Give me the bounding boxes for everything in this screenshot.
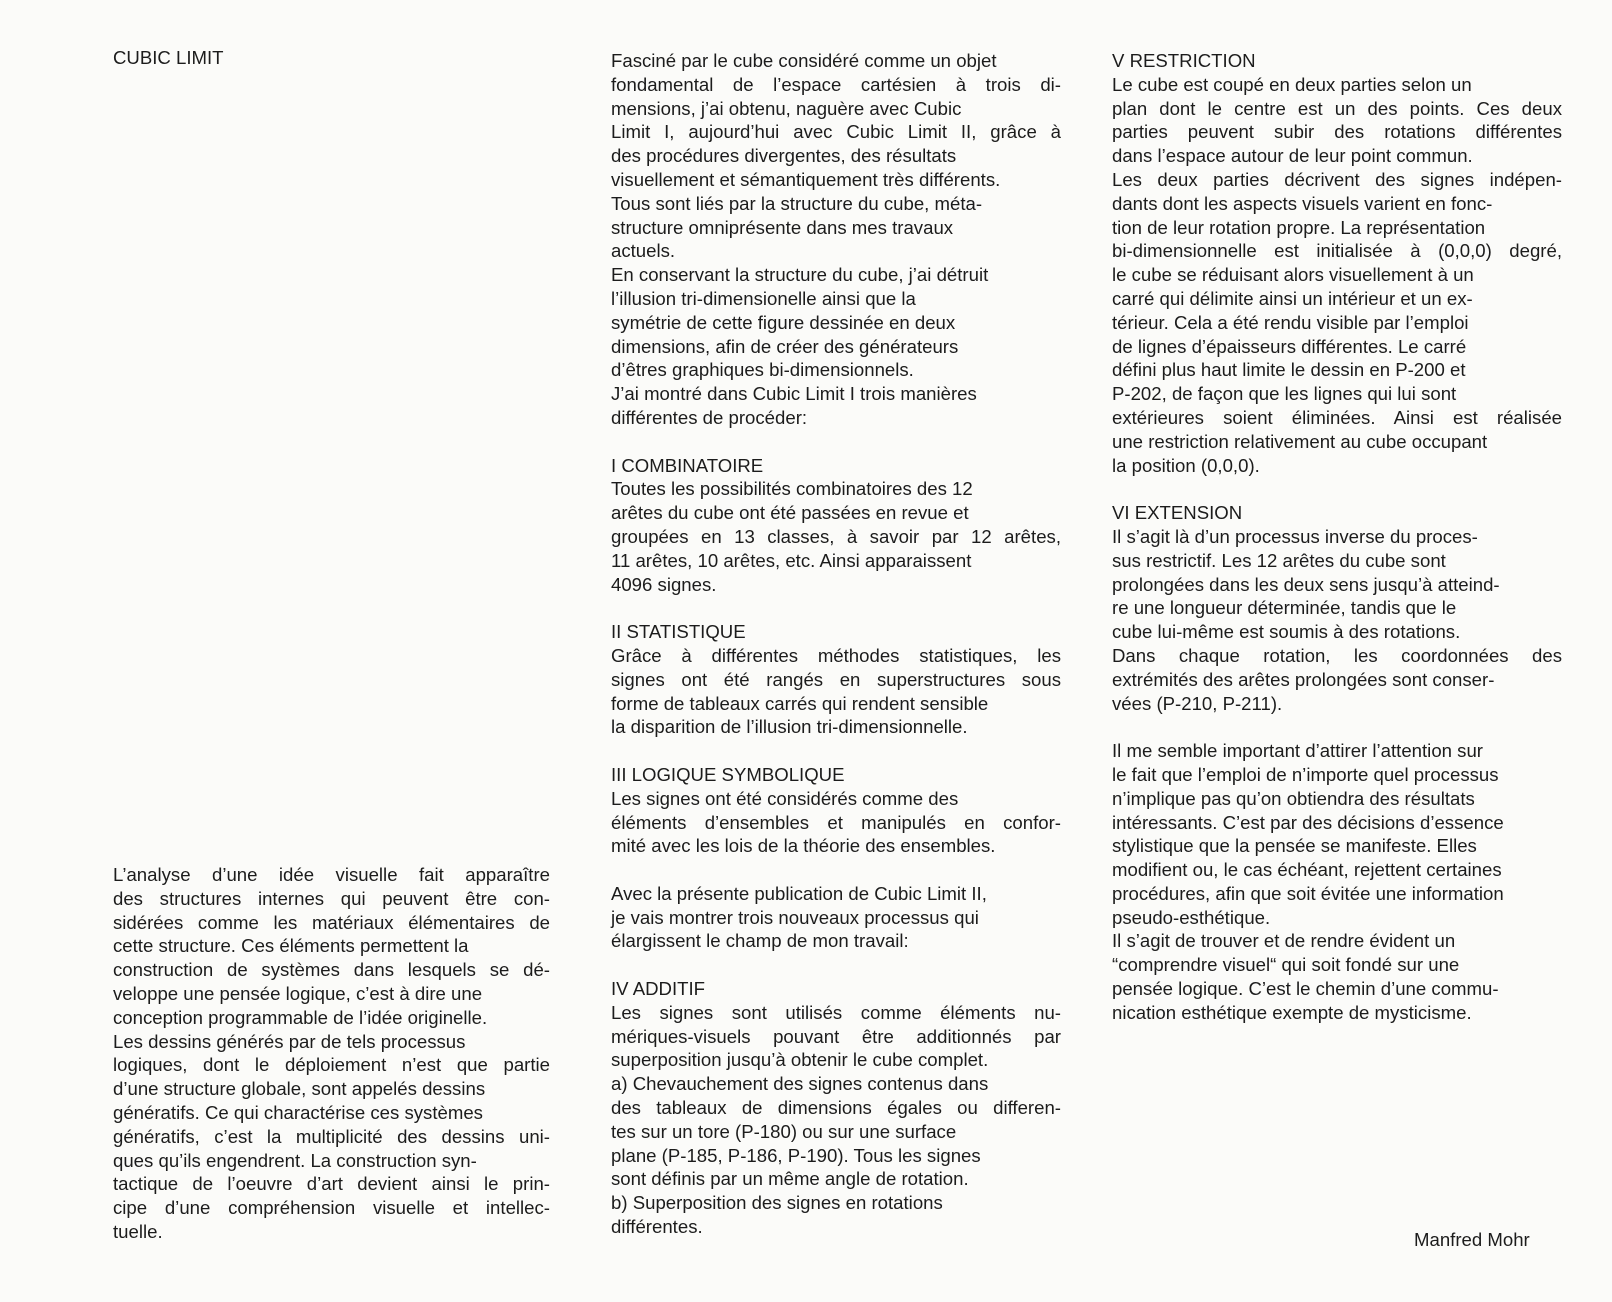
text-line: des procédures divergentes, des résultats bbox=[611, 145, 957, 167]
intro-paragraph bbox=[113, 863, 550, 1244]
text-line: tes sur un tore (P-180) ou sur une surface bbox=[611, 1120, 957, 1142]
section-heading: VI EXTENSION bbox=[1112, 502, 1243, 524]
document-title: CUBIC LIMIT bbox=[113, 47, 224, 68]
text-line: tion de leur rotation propre. La représentation bbox=[1112, 216, 1486, 238]
text-line: Les signes sont utilisés comme éléments nu- bbox=[611, 1001, 1061, 1023]
text-line: structure omniprésente dans mes travaux bbox=[611, 216, 954, 238]
text-line: modifient ou, le cas échéant, rejettent certaines bbox=[1112, 859, 1502, 881]
text-line: Grâce à différentes méthodes statistiques, les bbox=[611, 644, 1061, 666]
text-line: prolongées dans les deux sens jusqu’à atteind- bbox=[1112, 573, 1500, 595]
text-line: plan dont le centre est un des points. Ces deux bbox=[1112, 97, 1562, 119]
text-line: Les deux parties décrivent des signes indépen- bbox=[1112, 168, 1562, 190]
text-line: 4096 signes. bbox=[611, 573, 717, 595]
text-line: ques qu’ils engendrent. La construction syn- bbox=[113, 1149, 477, 1171]
text-line: éléments d’ensembles et manipulés en confor- bbox=[611, 811, 1061, 833]
text-line: conception programmable de l’idée originelle. bbox=[113, 1006, 488, 1028]
text-line: nication esthétique exempte de mysticisme. bbox=[1112, 1001, 1472, 1023]
text-line: différentes. bbox=[611, 1216, 703, 1238]
text-line: arêtes du cube ont été passées en revue et bbox=[611, 502, 969, 524]
text-line: tactique de l’oeuvre d’art devient ainsi le prin- bbox=[113, 1173, 550, 1195]
text-line: En conservant la structure du cube, j’ai détruit bbox=[611, 264, 989, 286]
text-line: l’illusion tri-dimensionelle ainsi que la bbox=[611, 287, 916, 309]
text-line: construction de systèmes dans lesquels se dé- bbox=[113, 959, 550, 981]
section-heading: V RESTRICTION bbox=[1112, 50, 1256, 71]
text-line: Dans chaque rotation, les coordonnées des bbox=[1112, 644, 1562, 666]
text-line: “comprendre visuel“ qui soit fondé sur une bbox=[1112, 954, 1460, 976]
text-line: groupées en 13 classes, à savoir par 12 arêtes, bbox=[611, 525, 1061, 547]
text-line: pensée logique. C’est le chemin d’une commu- bbox=[1112, 978, 1499, 1000]
text-line: extrémités des arêtes prolongées sont conser- bbox=[1112, 668, 1495, 690]
text-line: dimensions, afin de créer des générateurs bbox=[611, 335, 959, 357]
text-line: L’analyse d’une idée visuelle fait apparaître bbox=[113, 864, 550, 885]
text-line: térieur. Cela a été rendu visible par l’emploi bbox=[1112, 311, 1469, 333]
text-line: des tableaux de dimensions égales ou differen- bbox=[611, 1097, 1061, 1119]
text-line: forme de tableaux carrés qui rendent sensible bbox=[611, 692, 989, 714]
text-line: parties peuvent subir des rotations différentes bbox=[1112, 121, 1562, 143]
text-line: P-202, de façon que les lignes qui lui sont bbox=[1112, 383, 1457, 405]
text-line: sidérées comme les matériaux élémentaires de bbox=[113, 911, 550, 933]
opening-paragraph bbox=[611, 49, 1061, 430]
text-line: mériques-visuels pouvant être additionnés par bbox=[611, 1025, 1061, 1047]
text-line: de lignes d’épaisseurs différentes. Le carré bbox=[1112, 335, 1467, 357]
text-line: visuellement et sémantiquement très différents. bbox=[611, 168, 1001, 190]
text-line: Il me semble important d’attirer l’attention sur bbox=[1112, 740, 1483, 762]
section-heading: IV ADDITIF bbox=[611, 978, 706, 1000]
text-line: tuelle. bbox=[113, 1220, 163, 1242]
closing-paragraph bbox=[1112, 739, 1562, 1025]
text-line: le fait que l’emploi de n’importe quel processus bbox=[1112, 763, 1499, 785]
text-line: Les signes ont été considérés comme des bbox=[611, 787, 959, 809]
text-line: dans l’espace autour de leur point commun. bbox=[1112, 145, 1473, 167]
text-line: d’une structure globale, sont appelés dessins bbox=[113, 1078, 486, 1100]
text-line: la position (0,0,0). bbox=[1112, 454, 1260, 476]
text-line: cube lui-même est soumis à des rotations. bbox=[1112, 621, 1461, 643]
section-heading: I COMBINATOIRE bbox=[611, 454, 764, 476]
text-line: a) Chevauchement des signes contenus dans bbox=[611, 1073, 989, 1095]
text-line: Fasciné par le cube considéré comme un objet bbox=[611, 50, 997, 71]
text-line: Le cube est coupé en deux parties selon un bbox=[1112, 73, 1472, 95]
text-line: élargissent le champ de mon travail: bbox=[611, 930, 909, 952]
text-line: pseudo-esthétique. bbox=[1112, 906, 1271, 928]
text-line: logiques, dont le déploiement n’est que partie bbox=[113, 1054, 550, 1076]
text-line: J’ai montré dans Cubic Limit I trois manières bbox=[611, 383, 977, 405]
text-line: fondamental de l’espace cartésien à trois di- bbox=[611, 73, 1061, 95]
text-line: intéressants. C’est par des décisions d’essence bbox=[1112, 811, 1504, 833]
text-line: signes ont été rangés en superstructures sous bbox=[611, 668, 1061, 690]
middle-column bbox=[611, 49, 1061, 1239]
text-line: mensions, j’ai obtenu, naguère avec Cubic bbox=[611, 97, 962, 119]
text-line: bi-dimensionnelle est initialisée à (0,0,0) degré, bbox=[1112, 240, 1562, 262]
text-line: des structures internes qui peuvent être con- bbox=[113, 887, 550, 909]
text-line: Toutes les possibilités combinatoires des 12 bbox=[611, 478, 973, 500]
right-column bbox=[1112, 49, 1562, 1025]
section-heading: III LOGIQUE SYMBOLIQUE bbox=[611, 763, 845, 785]
text-line: re une longueur déterminée, tandis que le bbox=[1112, 597, 1457, 619]
text-line: Avec la présente publication de Cubic Limit II, bbox=[611, 882, 987, 904]
text-line: une restriction relativement au cube occupant bbox=[1112, 430, 1488, 452]
text-line: défini plus haut limite le dessin en P-200 et bbox=[1112, 359, 1466, 381]
text-line: actuels. bbox=[611, 240, 676, 262]
text-line: d’êtres graphiques bi-dimensionnels. bbox=[611, 359, 914, 381]
text-line: 11 arêtes, 10 arêtes, etc. Ainsi apparaissent bbox=[611, 549, 972, 571]
text-line: symétrie de cette figure dessinée en deux bbox=[611, 311, 956, 333]
text-line: veloppe une pensée logique, c’est à dire une bbox=[113, 982, 483, 1004]
text-line: génératifs, c’est la multiplicité des dessins uni- bbox=[113, 1125, 550, 1147]
text-line: cipe d’une compréhension visuelle et intellec- bbox=[113, 1197, 550, 1219]
text-line: vées (P-210, P-211). bbox=[1112, 692, 1283, 714]
section-heading: II STATISTIQUE bbox=[611, 621, 746, 643]
text-line: Tous sont liés par la structure du cube, méta- bbox=[611, 192, 983, 214]
text-line: plane (P-185, P-186, P-190). Tous les signes bbox=[611, 1144, 981, 1166]
text-line: génératifs. Ce qui charactérise ces systèmes bbox=[113, 1101, 483, 1123]
text-line: sus restrictif. Les 12 arêtes du cube sont bbox=[1112, 549, 1446, 571]
text-line: différentes de procéder: bbox=[611, 406, 808, 428]
text-line: n’implique pas qu’on obtiendra des résultats bbox=[1112, 787, 1475, 809]
text-line: cette structure. Ces éléments permettent la bbox=[113, 935, 469, 957]
text-line: Les dessins générés par de tels processus bbox=[113, 1030, 466, 1052]
text-line: stylistique que la pensée se manifeste. Elles bbox=[1112, 835, 1477, 857]
text-line: Il s’agit là d’un processus inverse du proces- bbox=[1112, 525, 1478, 547]
author-signature: Manfred Mohr bbox=[1414, 1229, 1530, 1250]
text-line: dants dont les aspects visuels varient en fonc- bbox=[1112, 192, 1493, 214]
text-line: superposition jusqu’à obtenir le cube complet. bbox=[611, 1049, 989, 1071]
text-line: mité avec les lois de la théorie des ensembles. bbox=[611, 835, 996, 857]
text-line: Il s’agit de trouver et de rendre évident un bbox=[1112, 930, 1456, 952]
text-line: le cube se réduisant alors visuellement à un bbox=[1112, 264, 1474, 286]
text-line: carré qui délimite ainsi un intérieur et un ex- bbox=[1112, 287, 1473, 309]
text-line: la disparition de l’illusion tri-dimensionnelle. bbox=[611, 716, 968, 738]
text-line: procédures, afin que soit évitée une information bbox=[1112, 882, 1504, 904]
text-line: sont définis par un même angle de rotation. bbox=[611, 1168, 969, 1190]
text-line: extérieures soient éliminées. Ainsi est réalisée bbox=[1112, 406, 1562, 428]
text-line: b) Superposition des signes en rotations bbox=[611, 1192, 943, 1214]
text-line: Limit I, aujourd’hui avec Cubic Limit II, grâce à bbox=[611, 121, 1061, 143]
text-line: je vais montrer trois nouveaux processus qui bbox=[611, 906, 979, 928]
